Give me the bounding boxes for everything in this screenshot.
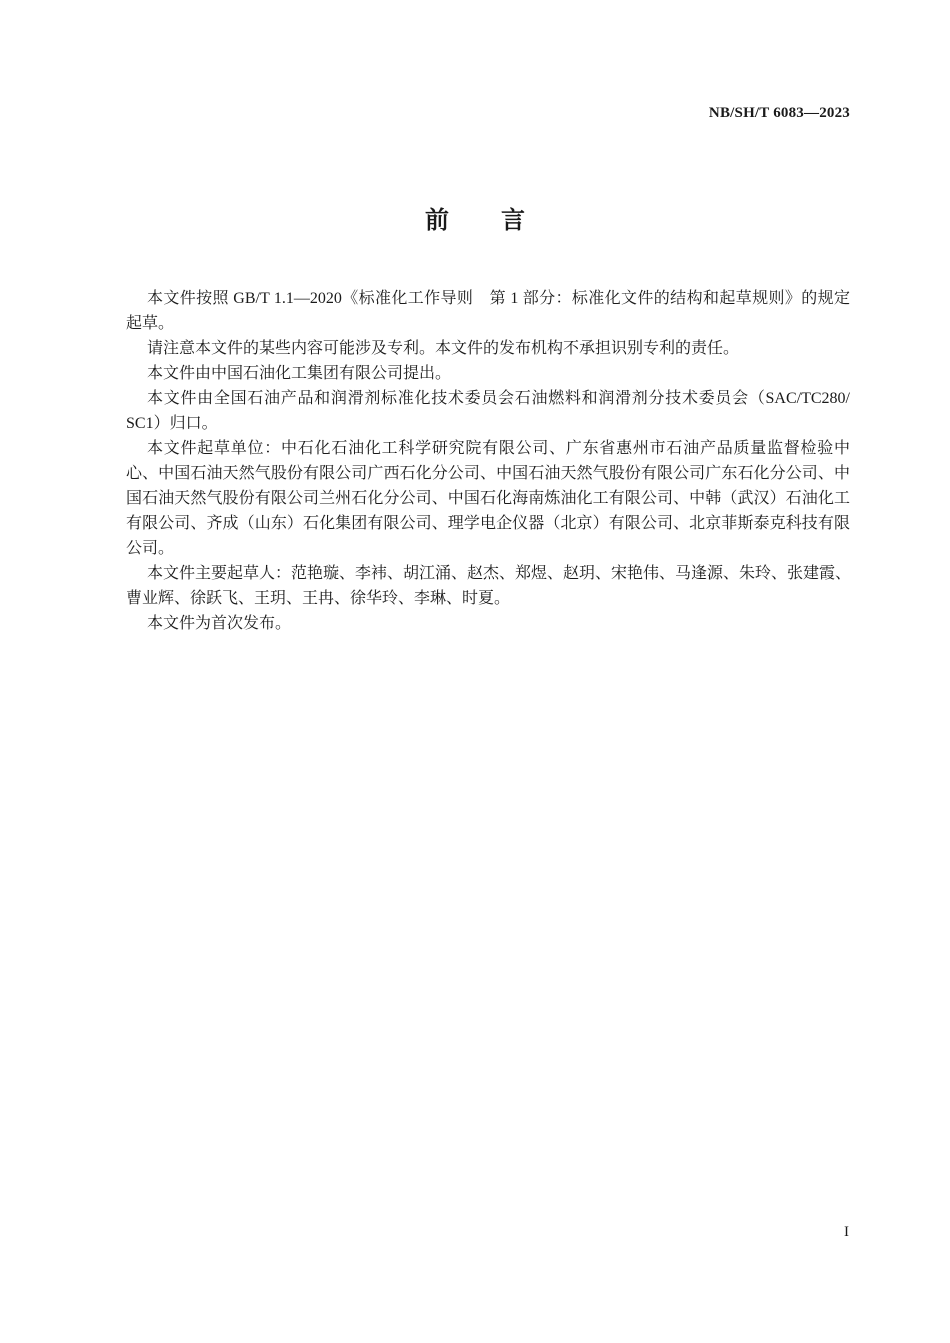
paragraph xyxy=(126,436,850,561)
paragraph xyxy=(126,336,850,361)
paragraph xyxy=(126,386,850,436)
document-body xyxy=(126,286,850,636)
paragraph-line: 有限公司、齐成（山东）石化集团有限公司、理学电企仪器（北京）有限公司、北京菲斯泰克科技有限 xyxy=(126,515,850,532)
paragraph-line: 请注意本文件的某些内容可能涉及专利。本文件的发布机构不承担识别专利的责任。 xyxy=(147,340,740,357)
paragraph-line: 本文件由中国石油化工集团有限公司提出。 xyxy=(147,365,452,382)
standard-number: NB/SH/T 6083—2023 xyxy=(708,105,850,121)
paragraph xyxy=(126,361,850,386)
paragraph-line: 国石油天然气股份有限公司兰州石化分公司、中国石化海南炼油化工有限公司、中韩（武汉）石油化工 xyxy=(126,490,850,507)
paragraph-line: 本文件按照 GB/T 1.1—2020《标准化工作导则 第 1 部分：标准化文件的结构和起草规则》的规定 xyxy=(147,290,850,307)
paragraph-line: 曹业辉、徐跃飞、王玥、王冉、徐华玲、李琳、时夏。 xyxy=(126,590,511,607)
paragraph xyxy=(126,286,850,336)
page-title: 前言 xyxy=(425,208,577,234)
paragraph-line: 公司。 xyxy=(126,540,175,557)
paragraph-line: 本文件由全国石油产品和润滑剂标准化技术委员会石油燃料和润滑剂分技术委员会（SAC/TC280/ xyxy=(147,390,850,407)
paragraph-line: 起草。 xyxy=(126,315,175,332)
paragraph-line: 本文件起草单位：中石化石油化工科学研究院有限公司、广东省惠州市石油产品质量监督检验中 xyxy=(147,440,850,457)
paragraph-line: SC1）归口。 xyxy=(126,415,218,432)
paragraph-line: 本文件为首次发布。 xyxy=(147,615,292,632)
paragraph-line: 本文件主要起草人：范艳璇、李袆、胡江涌、赵杰、郑煜、赵玥、宋艳伟、马逢源、朱玲、张建霞、 xyxy=(147,565,852,582)
paragraph-line: 心、中国石油天然气股份有限公司广西石化分公司、中国石油天然气股份有限公司广东石化分公司、中 xyxy=(126,465,850,482)
paragraph xyxy=(126,561,850,611)
paragraph xyxy=(126,611,850,636)
page-number: I xyxy=(844,1224,849,1240)
